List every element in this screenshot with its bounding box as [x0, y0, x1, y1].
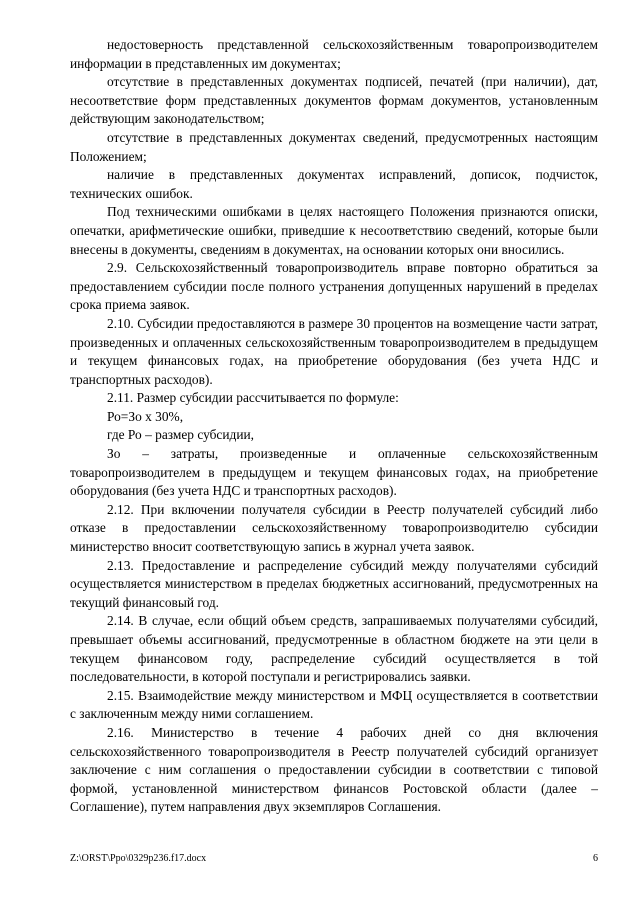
paragraph: 2.15. Взаимодействие между министерством и МФЦ осуществляется в соответствии с заключенным между ними соглашением.: [70, 687, 598, 722]
paragraph: отсутствие в представленных документах сведений, предусмотренных настоящим Положением;: [70, 129, 598, 164]
paragraph: 2.10. Субсидии предоставляются в размере 30 процентов на возмещение части затрат, произведенных и оплаченных сельскохозяйственным товаропроизводителем в предыдущем и текущем финансовых годах, на приобретение оборудования (без учета НДС и транспортных расходов).: [70, 315, 598, 387]
page-number: 6: [593, 853, 598, 864]
paragraph: отсутствие в представленных документах подписей, печатей (при наличии), дат, несоответствие форм представленных документов формам документов, установленным действующим законодательством;: [70, 74, 598, 127]
file-path: Z:\ORST\Ppo\0329p236.f17.docx: [70, 853, 207, 864]
paragraph: наличие в представленных документах исправлений, дописок, подчисток, технических ошибок.: [70, 167, 598, 201]
paragraph: Под техническими ошибками в целях настоящего Положения признаются описки, опечатки, арифметические ошибки, приведшие к несоответствию сведений, которые были внесены в документы, сведениям в документах, на основании которых они вносились.: [70, 204, 598, 257]
document-body: [70, 36, 598, 817]
paragraph: 2.12. При включении получателя субсидии в Реестр получателей субсидий либо отказе в предоставлении сельскохозяйственному товаропроизводителю субсидии министерство вносит соответствующую запись в журнал учета заявок.: [70, 501, 598, 555]
paragraph: 2.14. В случае, если общий объем средств, запрашиваемых получателями субсидий, превышает объемы ассигнований, предусмотренные в областном бюджете на эти цели в текущем финансовом году, распределение субсидий осуществляется в той последовательности, в которой поступали и регистрировались заявки.: [70, 613, 598, 685]
paragraph: 2.11. Размер субсидии рассчитывается по формуле:: [107, 390, 399, 406]
paragraph: 2.16. Министерство в течение 4 рабочих дней со дня включения сельскохозяйственного товаропроизводителя в Реестр получателей субсидий организует заключение с ним соглашения о предоставлении субсидии в соответствии с типовой формой, установленной министерством финансов Ростовской области (далее – Соглашение), путем направления двух экземпляров Соглашения.: [70, 724, 598, 815]
paragraph: Ро=Зо х 30%,: [107, 408, 184, 424]
paragraph: Зо – затраты, произведенные и оплаченные сельскохозяйственным товаропроизводителем в предыдущем и текущем финансовых годах, на приобретение оборудования (без учета НДС и транспортных расходов).: [70, 446, 598, 499]
paragraph: 2.13. Предоставление и распределение субсидий между получателями субсидий осуществляется министерством в пределах бюджетных ассигнований, предусмотренных на текущий финансовый год.: [70, 557, 598, 610]
paragraph: где Ро – размер субсидии,: [107, 427, 255, 443]
paragraph: недостоверность представленной сельскохозяйственным товаропроизводителем информации в представленных им документах;: [70, 37, 598, 71]
paragraph: 2.9. Сельскохозяйственный товаропроизводитель вправе повторно обратиться за предоставлением субсидии после полного устранения допущенных нарушений в пределах срока приема заявок.: [70, 260, 598, 313]
